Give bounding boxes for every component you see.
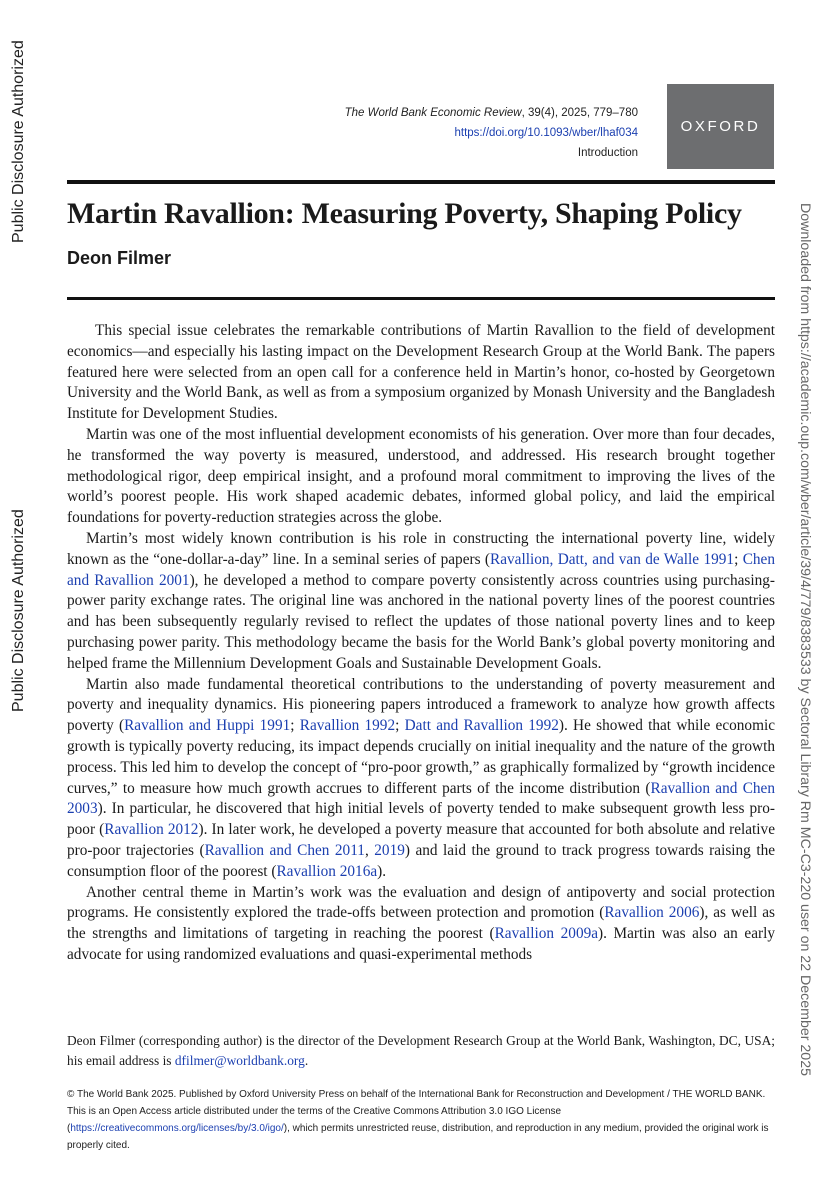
article-title: Martin Ravallion: Measuring Poverty, Shaping Policy bbox=[67, 197, 742, 230]
disclosure-label-top: Public Disclosure Authorized bbox=[10, 40, 27, 243]
journal-citation bbox=[345, 103, 638, 123]
citation-link[interactable]: Ravallion 2016a bbox=[276, 862, 378, 880]
paragraph-4: Martin also made fundamental theoretical contributions to the understanding of poverty measurement and poverty and inequality dynamics. His pioneering papers introduced a framework to analyze how growth affects poverty (Ravallion and Huppi 1991; Ravallion 1992; Datt and Ravallion 1992). He showed that while economic growth is typically poverty reducing, its impact depends crucially on initial inequality and the nature of the growth process. This led him to develop the concept of “pro-poor growth,” as graphically formalized by “growth incidence curves,” to measure how much growth accrues to different parts of the income distribution (Ravallion and Chen 2003). In particular, he discovered that high initial levels of poverty tended to make subsequent growth less pro-poor (Ravallion 2012). In later work, he developed a poverty measure that accounted for both absolute and relative pro-poor trajectories (Ravallion and Chen 2011, 2019) and laid the ground to track progress towards raising the consumption floor of the poorest (Ravallion 2016a). bbox=[67, 675, 776, 880]
paragraph-1: This special issue celebrates the remarkable contributions of Martin Ravallion to the field of development economics—and especially his lasting impact on the Development Research Group at the World Bank. The papers featured here were selected from an open call for a conference held in Martin’s honor, co-hosted by Georgetown University and the World Bank, as well as from a symposium organized by Monash University and the Bangladesh Institute for Development Studies. bbox=[67, 322, 775, 423]
doi-link[interactable]: https://doi.org/10.1093/wber/lhaf034 bbox=[454, 127, 638, 139]
oxford-logo: OXFORD bbox=[667, 84, 774, 169]
journal-header bbox=[345, 103, 638, 163]
disclosure-label-middle: Public Disclosure Authorized bbox=[10, 509, 27, 712]
citation-link[interactable]: Ravallion and Chen 2003 bbox=[67, 779, 775, 818]
citation-link[interactable]: Datt and Ravallion 1992 bbox=[404, 717, 559, 735]
download-watermark: Downloaded from https://academic.oup.com/wber/article/39/4/779/8383533 by Sectoral Library Rm MC-C3-220 user on 22 December 2025 bbox=[797, 203, 813, 1076]
citation-link[interactable]: Ravallion 2006 bbox=[604, 904, 700, 922]
citation-link[interactable]: Chen and Ravallion 2001 bbox=[67, 550, 775, 589]
license-link[interactable]: https://creativecommons.org/licenses/by/3.0/igo/ bbox=[70, 1123, 284, 1134]
bottom-rule bbox=[67, 297, 775, 300]
citation-link[interactable]: Ravallion 2009a bbox=[494, 925, 599, 943]
article-section: Introduction bbox=[577, 147, 638, 159]
article-body bbox=[67, 321, 775, 966]
citation-link[interactable]: Ravallion 1992 bbox=[299, 717, 396, 735]
paragraph-3: Martin’s most widely known contribution is his role in constructing the international poverty line, widely known as the “one-dollar-a-day” line. In a seminal series of papers (Ravallion, Datt, and van de Walle 1991; Chen and Ravallion 2001), he developed a method to compare poverty consistently across countries using purchasing-power parity exchange rates. The original line was anchored in the national poverty lines of the poorest countries and has been subsequently regularly revised to reflect the updates of those national poverty lines and to keep purchasing power parity. This methodology became the basis for the World Bank’s global poverty monitoring and helped frame the Millennium Development Goals and Sustainable Development Goals. bbox=[67, 529, 775, 672]
copyright-notice: © The World Bank 2025. Published by Oxford University Press on behalf of the International Bank for Reconstruction and Development / THE WORLD BANK. This is an Open Access article distributed under the terms of the Creative Commons Attribution 3.0 IGO License (https://creativecommons.org/licenses/by/3.0/igo/), which permits unrestricted reuse, distribution, and reproduction in any medium, provided the original work is properly cited. bbox=[67, 1089, 769, 1151]
paragraph-2: Martin was one of the most influential development economists of his generation. Over more than four decades, he transformed the way poverty is measured, understood, and addressed. His research brought together methodological rigor, deep empirical insight, and a profound moral commitment to improving the lives of the world’s poorest people. His work shaped academic debates, informed global policy, and laid the empirical foundations for poverty-reduction strategies across the globe. bbox=[67, 425, 775, 527]
citation-link[interactable]: Ravallion and Chen 2011 bbox=[204, 841, 365, 859]
author-footnote: Deon Filmer (corresponding author) is the director of the Development Research Group at the World Bank, Washington, DC, USA; his email address is dfilmer@worldbank.org. bbox=[67, 1033, 775, 1068]
email-link[interactable]: dfilmer@worldbank.org bbox=[174, 1053, 305, 1068]
top-rule bbox=[67, 180, 775, 184]
citation-link[interactable]: Ravallion, Datt, and van de Walle 1991 bbox=[490, 550, 735, 568]
journal-name: The World Bank Economic Review bbox=[344, 107, 522, 119]
author-name: Deon Filmer bbox=[67, 248, 172, 268]
citation-link[interactable]: Ravallion 2012 bbox=[104, 821, 199, 839]
citation-link[interactable]: Ravallion and Huppi 1991 bbox=[124, 717, 291, 735]
paragraph-5: Another central theme in Martin’s work was the evaluation and design of antipoverty and social protection programs. He consistently explored the trade-offs between protection and promotion (Ravallion 2006), as well as the strengths and limitations of targeting in reaching the poorest (Ravallion 2009a). Martin was also an early advocate for using randomized evaluations and quasi-experimental methods bbox=[67, 883, 775, 963]
citation-link[interactable]: 2019 bbox=[374, 841, 405, 859]
journal-volume-pages: , 39(4), 2025, 779–780 bbox=[521, 107, 638, 119]
